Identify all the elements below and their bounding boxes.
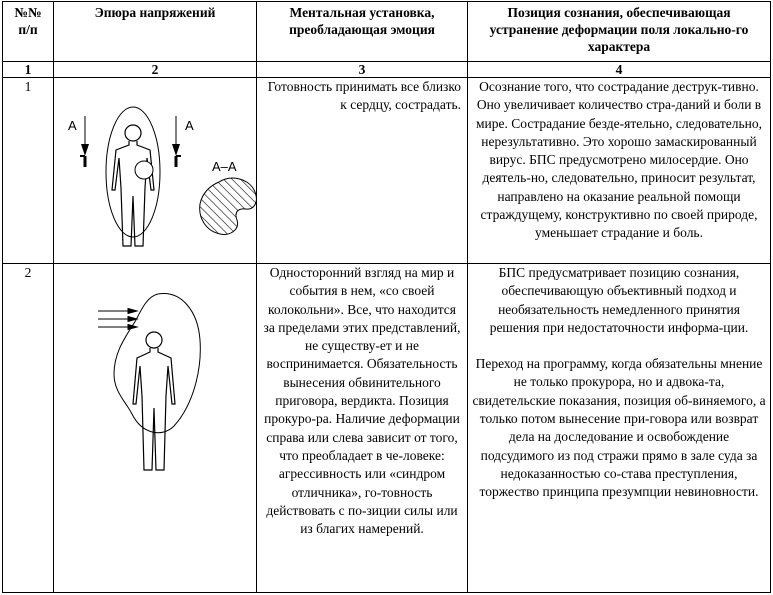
- heart-icon: [135, 161, 153, 179]
- column-number: 3: [257, 62, 468, 78]
- row-number: 2: [3, 264, 54, 593]
- aura-outline: [114, 294, 200, 433]
- position-paragraph: Осознание того, что сострадание деструк-тивно. Оно увеличивает количество стра-даний и боли в мире. Сострадание безде-ятельно, следовательно, нерезультативно. Это хорошо замаскированный вирус. БПС предусмотрено милосердие. Оно деятель-но, следовательно, приносит результат, направлено на оказание реальной помощи страждущему, конструктивно по своей природе, уменьшает страдание и боль.: [476, 79, 762, 241]
- stress-diagram-cell: [54, 264, 257, 593]
- stress-diagram-cell: [54, 78, 257, 264]
- column-number: 4: [468, 62, 771, 78]
- position-cell: [468, 78, 771, 264]
- row-number: 1: [3, 78, 54, 264]
- cross-section-icon: [200, 178, 256, 234]
- human-figure: [112, 125, 154, 246]
- compassion-diagram: [54, 78, 256, 262]
- numbering-row: [3, 62, 771, 78]
- human-figure: [133, 332, 175, 470]
- emotion-cell: Односторонний взгляд на мир и события в нем, «со своей колокольни». Все, что находится за пределами этих представлений, не существу-ет и не воспринимается. Обязательность вынесения обвинительного приговора, вердикта. Позиция прокуро-ра. Наличие деформации справа или слева зависит от того, что преобладает в че-ловеке: агрессивность или «синдром отличника», го-товность действовать с по-зиции силы или из благих намерений.: [257, 264, 468, 593]
- table-row: [3, 78, 771, 264]
- position-paragraph: Переход на программу, когда обязательны мнение не только прокурора, но и адвока-та, свидетельские показания, позиция об-виняемого, а только потом вынесение при-говора или возврат дела на доследование и освобождение подсудимого из под стражи прямо в зале суда за недоказанностью со-става преступления, торжество принципа презумпции невиновности.: [472, 356, 766, 500]
- table-row: [3, 264, 771, 593]
- header-stress-diagram: Эпюра напряжений: [54, 2, 257, 62]
- data-table: [2, 1, 771, 593]
- header-consciousness-position: Позиция сознания, обеспечивающая устранение деформации поля локально-го характера: [468, 2, 771, 62]
- position-paragraph: БПС предусматривает позицию сознания, обеспечивающую объективный подход и необязательность немедленного принятия решения при недостаточности информа-ции.: [489, 265, 749, 335]
- paragraph-spacer: [472, 337, 766, 355]
- column-number: 2: [54, 62, 257, 78]
- header-mental-attitude: Ментальная установка, преобладающая эмоция: [257, 2, 468, 62]
- one-sided-view-diagram: [54, 264, 256, 484]
- column-number: 1: [3, 62, 54, 78]
- pressure-arrows-icon: [98, 309, 137, 330]
- emotion-cell: Готовность принимать все близко к сердцу, сострадать.: [257, 78, 468, 264]
- section-label-left: А: [68, 118, 77, 133]
- header-number: №№ п/п: [3, 2, 54, 62]
- position-cell: [468, 264, 771, 593]
- section-label-right: А: [185, 118, 194, 133]
- section-label-aa: А–А: [212, 159, 237, 174]
- header-row: [3, 2, 771, 62]
